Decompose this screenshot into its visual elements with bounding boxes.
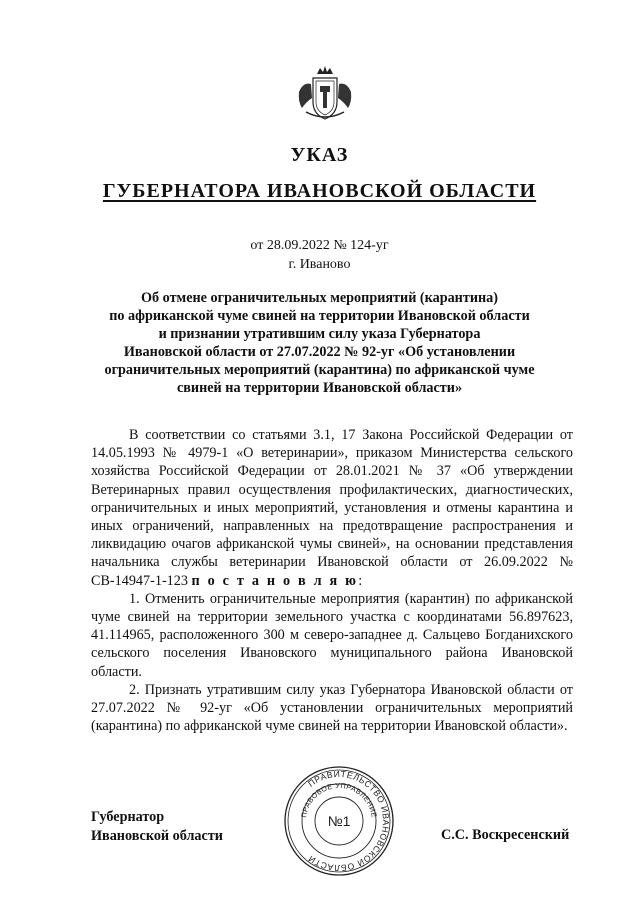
date-number: от 28.09.2022 № 124-уг [250, 238, 389, 253]
signatory-name: С.С. Воскресенский [441, 827, 570, 843]
document-type: УКАЗ [290, 144, 349, 166]
subject-line: свиней на территории Ивановской области» [176, 380, 463, 396]
signatory-position-line: Ивановской области [91, 828, 223, 844]
official-stamp [283, 765, 395, 877]
stamp-number: №1 [327, 813, 351, 829]
item-1-paragraph: 1. Отменить ограничительные мероприятия (карантин) по африканской чуме свиней на территории земельного участка с координатами 56.897623, 41.114965, расположенного 300 м северо-западнее д. Сальцево Богданихского сельского поселения Ивановского муниципального района Ивановской области. [91, 590, 573, 680]
subject-line: по африканской чуме свиней на территории Ивановской области [109, 308, 530, 324]
decree-word: п о с т а н о в л я ю [191, 572, 359, 589]
coat-of-arms-icon [296, 62, 354, 124]
document-subject [0, 289, 639, 397]
subject-line: ограничительных мероприятий (карантина) по африканской чуме [104, 362, 535, 378]
issuer-heading [0, 180, 639, 203]
subject-line: Ивановской области от 27.07.2022 № 92-уг «Об установлении [123, 344, 516, 360]
city: г. Иваново [288, 257, 351, 272]
issuer-heading-text: ГУБЕРНАТОРА ИВАНОВСКОЙ ОБЛАСТИ [102, 180, 537, 202]
preamble-paragraph [91, 426, 573, 590]
item-2-paragraph: 2. Признать утратившим силу указ Губернатора Ивановской области от 27.07.2022 № 92-уг «Об установлении ограничительных мероприятий (карантина) по африканской чуме свиней на территории Ивановской области». [91, 681, 573, 735]
preamble-text: В соответствии со статьями 3.1, 17 Закона Российской Федерации от 14.05.1993 № 4979-1 «О ветеринарии», приказом Министерства сельского хозяйства Российской Федерации от 28.01.2021 № 37 «Об утверждении Ветеринарных правил осуществления профилактических, диагностических, ограничительных и иных мероприятий, установления и отмены карантина и иных ограничений, направленных на предотвращение распространения и ликвидацию очагов африканской чумы свиней», на основании представления начальника службы ветеринарии Ивановской области от 26.09.2022 № СВ-14947-1-123 [91, 427, 573, 589]
signatory-position-line: Губернатор [91, 809, 165, 825]
stamp-inner-text: ПРАВОВОЕ УПРАВЛЕНИЕ [299, 780, 379, 819]
subject-line: и признании утратившим силу указа Губернатора [158, 326, 481, 342]
decree-colon: : [358, 572, 363, 589]
subject-line: Об отмене ограничительных мероприятий (карантина) [141, 290, 498, 306]
document-body [91, 426, 573, 735]
stamp-outer-text: ПРАВИТЕЛЬСТВО ИВАНОВСКОЙ ОБЛАСТИ [306, 768, 392, 874]
signatory-position [91, 808, 223, 846]
